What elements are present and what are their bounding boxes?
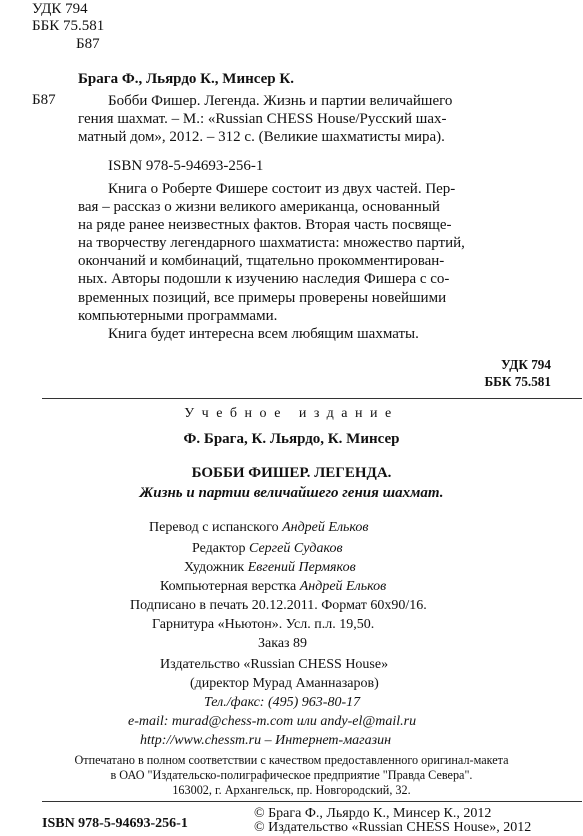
- layout-credit: [160, 579, 386, 595]
- udk-code: УДК 794: [32, 1, 88, 17]
- annotation-line: компьютерными программами.: [78, 307, 278, 324]
- printing-house-line: в ОАО "Издательско-полиграфическое предприятие "Правда Севера".: [110, 768, 473, 782]
- copyright-publisher: © Издательство «Russian CHESS House», 2012: [254, 820, 532, 835]
- artist-name: Евгений Пермяков: [247, 560, 356, 575]
- annotation-last-line: Книга будет интересна всем любящим шахматы.: [108, 325, 419, 342]
- publisher-director: (директор Мурад Аманназаров): [190, 676, 379, 691]
- printing-note-line: Отпечатано в полном соответствии с качеством предоставленного оригинал-макета: [74, 753, 509, 767]
- isbn-line: ISBN 978-5-94693-256-1: [108, 158, 264, 174]
- annotation: [78, 180, 548, 343]
- annotation-line: на ряде ранее неизвестных фактов. Вторая часть посвяще-: [78, 217, 452, 234]
- print-signed: Подписано в печать 20.12.2011. Формат 60х90/16.: [130, 598, 427, 613]
- annotation-line: вая – рассказ о жизни великого американца, основанный: [78, 199, 440, 216]
- divider: [42, 398, 582, 399]
- divider: [42, 801, 582, 802]
- entry-line: матный дом», 2012. – 312 с. (Великие шахматисты мира).: [78, 129, 445, 146]
- layout-label: Компьютерная верстка: [160, 579, 300, 594]
- authors-heading: Брага Ф., Льярдо К., Минсер К.: [78, 71, 294, 87]
- annotation-line: временных позиций, все примеры проверены новейшими: [78, 289, 447, 306]
- layout-person-name: Андрей Ельков: [299, 579, 387, 594]
- translation-credit: [149, 520, 369, 536]
- translator-name: Андрей Ельков: [282, 520, 369, 535]
- bibliographic-entry: [78, 92, 548, 146]
- colophon-authors: Ф. Брага, К. Льярдо, К. Минсер: [183, 431, 400, 447]
- printing-address-line: 163002, г. Архангельск, пр. Новгородский, 32.: [172, 783, 411, 797]
- entry-line: Бобби Фишер. Легенда. Жизнь и партии величайшего: [108, 93, 453, 109]
- editor-label: Редактор: [192, 541, 250, 556]
- publisher-phone: Тел./факс: (495) 963-80-17: [204, 695, 361, 710]
- copyright-authors: © Брага Ф., Льярдо К., Минсер К., 2012: [254, 806, 492, 821]
- artist-credit: [184, 560, 356, 576]
- typeface-info: Гарнитура «Ньютон». Усл. п.л. 19,50.: [152, 617, 375, 632]
- artist-label: Художник: [184, 560, 248, 575]
- author-mark: Б87: [76, 36, 100, 52]
- entry-author-mark: Б87: [32, 92, 56, 108]
- annotation-line: на творчеству легендарного шахматиста: множество партий,: [78, 235, 465, 252]
- annotation-line: ных. Авторы подошли к изучению наследия Фишера с со-: [78, 271, 450, 288]
- udk-code-right: УДК 794: [500, 357, 551, 372]
- editor-credit: [192, 541, 343, 557]
- translation-label: Перевод с испанского: [149, 520, 283, 535]
- editor-name: Сергей Судаков: [249, 541, 343, 556]
- annotation-line: окончаний и комбинаций, тщательно прокомментирован-: [78, 253, 445, 270]
- book-title: БОББИ ФИШЕР. ЛЕГЕНДА.: [191, 465, 392, 481]
- publisher: Издательство «Russian CHESS House»: [160, 657, 389, 672]
- footer-isbn: ISBN 978-5-94693-256-1: [42, 816, 188, 831]
- bbk-code-right: ББК 75.581: [484, 374, 551, 389]
- order-number: Заказ 89: [258, 636, 308, 651]
- bbk-code: ББК 75.581: [32, 18, 105, 34]
- book-subtitle: Жизнь и партии величайшего гения шахмат.: [139, 485, 444, 501]
- publisher-website: http://www.chessm.ru – Интернет-магазин: [140, 733, 392, 748]
- publisher-email: e-mail: murad@chess-m.com или andy-el@mail.ru: [128, 714, 417, 729]
- entry-line: гения шахмат. – М.: «Russian CHESS House/Русский шах-: [78, 111, 447, 128]
- edition-type: Учебное издание: [184, 406, 399, 421]
- annotation-line: Книга о Роберте Фишере состоит из двух частей. Пер-: [108, 181, 456, 197]
